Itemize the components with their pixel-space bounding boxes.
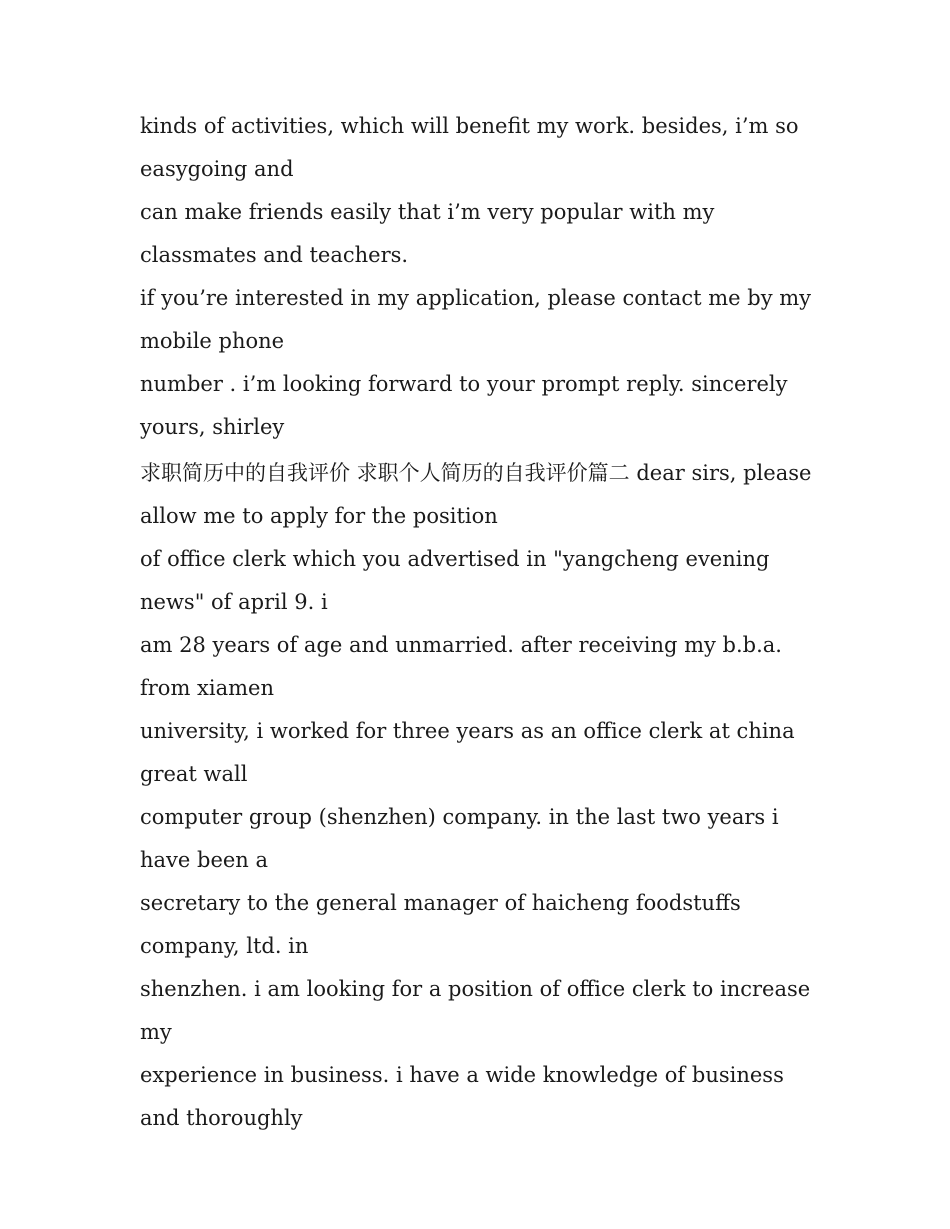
paragraph-age: am 28 years of age and unmarried. after receiving my b.b.a. from xiamen bbox=[140, 633, 782, 700]
paragraph-closing: number . i’m looking forward to your prompt reply. sincerely yours, shirley bbox=[140, 372, 788, 439]
paragraph-experience: experience in business. i have a wide knowledge of business and thoroughly bbox=[140, 1063, 784, 1130]
document-body bbox=[140, 105, 820, 1140]
paragraph-university: university, i worked for three years as an office clerk at china great wall bbox=[140, 719, 795, 786]
paragraph-friends: can make friends easily that i’m very popular with my classmates and teachers. bbox=[140, 200, 715, 267]
paragraph-position: of office clerk which you advertised in "yangcheng evening news" of april 9. i bbox=[140, 547, 770, 614]
paragraph-shenzhen: shenzhen. i am looking for a position of office clerk to increase my bbox=[140, 977, 811, 1044]
paragraph-activities: kinds of activities, which will benefit my work. besides, i’m so easygoing and bbox=[140, 114, 799, 181]
paragraph-computer-group: computer group (shenzhen) company. in the last two years i have been a bbox=[140, 805, 779, 872]
paragraph-secretary: secretary to the general manager of haicheng foodstuffs company, ltd. in bbox=[140, 891, 741, 958]
paragraph-contact: if you’re interested in my application, please contact me by my mobile phone bbox=[140, 286, 812, 353]
paragraph-section-heading: 求职简历中的自我评价 求职个人简历的自我评价篇二 dear sirs, please allow me to apply for the position bbox=[140, 461, 812, 528]
